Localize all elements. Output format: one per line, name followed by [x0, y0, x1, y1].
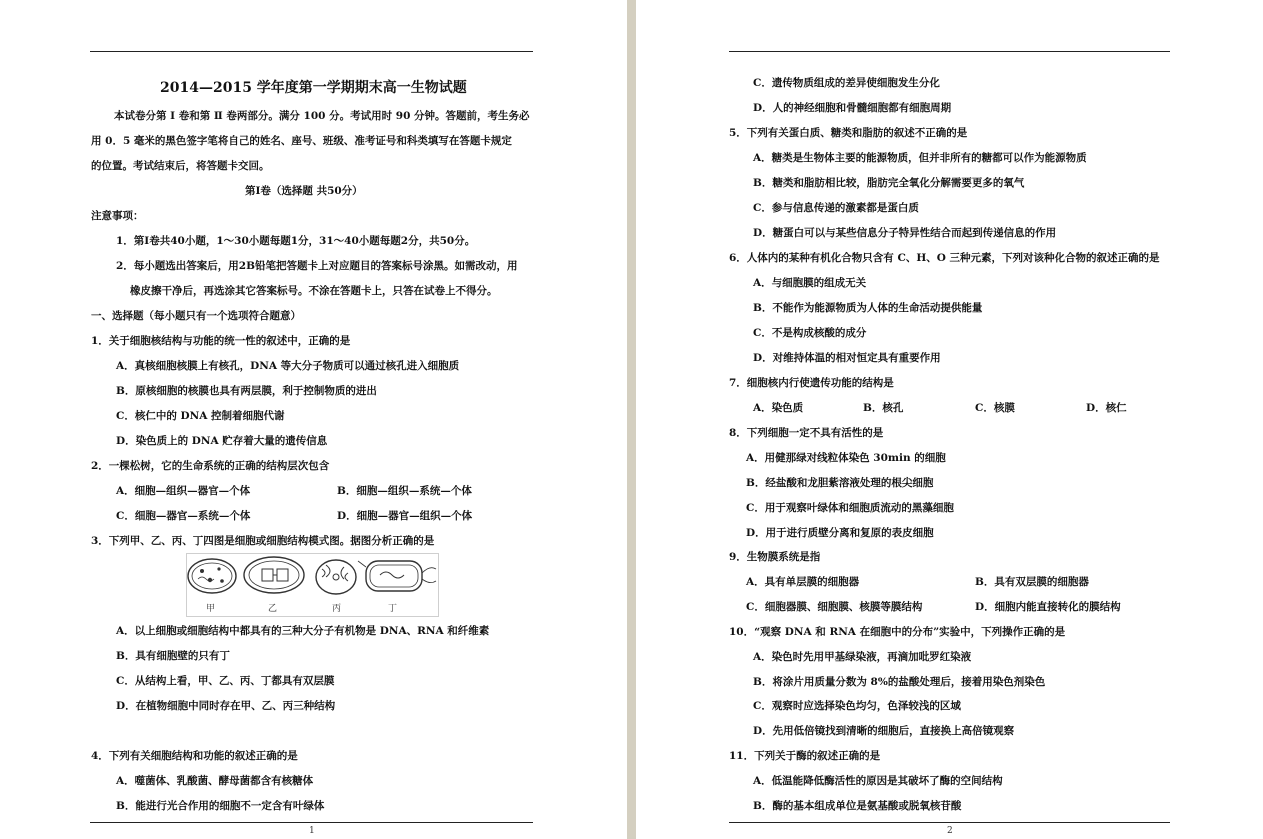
- q3-option-b: B．具有细胞壁的只有丁: [116, 650, 230, 662]
- note-2-line-2: 橡皮擦干净后，再选涂其它答案标号。不涂在答题卡上，只答在试卷上不得分。: [130, 285, 498, 297]
- cell-structure-figure: [186, 553, 439, 617]
- q10-option-d: D．先用低倍镜找到清晰的细胞后，直接换上高倍镜观察: [753, 725, 1015, 737]
- q4-option-c: C．遗传物质组成的差异使细胞发生分化: [753, 77, 940, 89]
- q10-option-a: A．染色时先用甲基绿染液，再滴加吡罗红染液: [753, 651, 972, 663]
- q6-stem: 6．人体内的某种有机化合物只含有 C、H、O 三种元素，下列对该种化合物的叙述正确的是: [729, 252, 1160, 264]
- q8-option-c: C．用于观察叶绿体和细胞质流动的黑藻细胞: [746, 502, 954, 514]
- q1-option-a: A．真核细胞核膜上有核孔，DNA 等大分子物质可以通过核孔进入细胞质: [116, 360, 460, 372]
- q2-stem: 2．一棵松树，它的生命系统的正确的结构层次包含: [91, 460, 330, 472]
- q5-option-b: B．糖类和脂肪相比较，脂肪完全氧化分解需要更多的氧气: [753, 177, 1025, 189]
- q4-option-d: D．人的神经细胞和骨髓细胞都有细胞周期: [753, 102, 952, 114]
- page-number: 1: [309, 826, 315, 836]
- notes-heading: 注意事项：: [91, 210, 144, 222]
- exam-page-2: [636, 0, 1263, 839]
- exam-title: 2014—2015 学年度第一学期期末高一生物试题: [160, 80, 467, 96]
- q11-option-a: A．低温能降低酶活性的原因是其破坏了酶的空间结构: [753, 775, 1003, 787]
- q8-option-d: D．用于进行质壁分离和复原的表皮细胞: [746, 527, 934, 539]
- q11-stem: 11．下列关于酶的叙述正确的是: [729, 750, 881, 762]
- figure-label-jia: 甲: [206, 604, 216, 614]
- q2-option-c: C．细胞—器官—系统—个体: [116, 510, 251, 522]
- q3-stem: 3．下列甲、乙、丙、丁四图是细胞或细胞结构模式图。据图分析正确的是: [91, 535, 435, 547]
- q5-option-c: C．参与信息传递的激素都是蛋白质: [753, 202, 919, 214]
- q7-option-d: D．核仁: [1086, 402, 1127, 414]
- q8-stem: 8．下列细胞一定不具有活性的是: [729, 427, 884, 439]
- figure-label-ding: 丁: [388, 604, 398, 614]
- q10-option-b: B．将涂片用质量分数为 8%的盐酸处理后，接着用染色剂染色: [753, 676, 1046, 688]
- q10-option-c: C．观察时应选择染色均匀，色泽较浅的区域: [753, 700, 961, 712]
- figure-label-yi: 乙: [268, 604, 278, 614]
- q1-option-d: D．染色质上的 DNA 贮存着大量的遗传信息: [116, 435, 328, 447]
- note-2-line-1: 2．每小题选出答案后，用2B铅笔把答题卡上对应题目的答案标号涂黑。如需改动，用: [116, 260, 518, 272]
- part-heading: 一、选择题（每小题只有一个选项符合题意）: [91, 310, 301, 322]
- q9-option-c: C．细胞器膜、细胞膜、核膜等膜结构: [746, 601, 923, 613]
- page-number: 2: [947, 826, 953, 836]
- q9-option-d: D．细胞内能直接转化的膜结构: [975, 601, 1121, 613]
- q7-option-c: C．核膜: [975, 402, 1015, 414]
- q9-stem: 9．生物膜系统是指: [729, 551, 821, 563]
- intro-line-2: 用 0．5 毫米的黑色签字笔将自己的姓名、座号、班级、准考证号和科类填写在答题卡规定: [91, 135, 512, 147]
- header-rule: [90, 51, 533, 52]
- q5-option-a: A．糖类是生物体主要的能源物质，但并非所有的糖都可以作为能源物质: [753, 152, 1087, 164]
- q6-option-a: A．与细胞膜的组成无关: [753, 277, 867, 289]
- q6-option-b: B．不能作为能源物质为人体的生命活动提供能量: [753, 302, 983, 314]
- q1-option-b: B．原核细胞的核膜也具有两层膜，利于控制物质的进出: [116, 385, 377, 397]
- q7-option-a: A．染色质: [753, 402, 804, 414]
- q2-option-a: A．细胞—组织—器官—个体: [116, 485, 251, 497]
- q9-option-b: B．具有双层膜的细胞器: [975, 576, 1089, 588]
- q5-stem: 5．下列有关蛋白质、糖类和脂肪的叙述不正确的是: [729, 127, 968, 139]
- q4-option-b: B．能进行光合作用的细胞不一定含有叶绿体: [116, 800, 325, 812]
- q3-option-a: A．以上细胞或细胞结构中都具有的三种大分子有机物是 DNA、RNA 和纤维素: [116, 625, 490, 637]
- header-rule: [729, 51, 1170, 52]
- q9-option-a: A．具有单层膜的细胞器: [746, 576, 860, 588]
- q1-option-c: C．核仁中的 DNA 控制着细胞代谢: [116, 410, 285, 422]
- q1-stem: 1．关于细胞核结构与功能的统一性的叙述中，正确的是: [91, 335, 351, 347]
- intro-line-3: 的位置。考试结束后，将答题卡交回。: [91, 160, 270, 172]
- q8-option-b: B．经盐酸和龙胆紫溶液处理的根尖细胞: [746, 477, 934, 489]
- q6-option-c: C．不是构成核酸的成分: [753, 327, 867, 339]
- q7-option-b: B．核孔: [863, 402, 904, 414]
- intro-line-1: 本试卷分第 Ⅰ 卷和第 Ⅱ 卷两部分。满分 100 分。考试用时 90 分钟。答题前，考生务必: [114, 110, 530, 122]
- q5-option-d: D．糖蛋白可以与某些信息分子特异性结合而起到传递信息的作用: [753, 227, 1057, 239]
- q6-option-d: D．对维持体温的相对恒定具有重要作用: [753, 352, 941, 364]
- q2-option-d: D．细胞—器官—组织—个体: [337, 510, 473, 522]
- q3-option-d: D．在植物细胞中同时存在甲、乙、丙三种结构: [116, 700, 336, 712]
- footer-rule: [90, 822, 533, 823]
- q11-option-b: B．酶的基本组成单位是氨基酸或脱氧核苷酸: [753, 800, 962, 812]
- q3-option-c: C．从结构上看，甲、乙、丙、丁都具有双层膜: [116, 675, 335, 687]
- q10-stem: 10．“观察 DNA 和 RNA 在细胞中的分布”实验中，下列操作正确的是: [729, 626, 1066, 638]
- q8-option-a: A．用健那绿对线粒体染色 30min 的细胞: [746, 452, 946, 464]
- q2-option-b: B．细胞—组织—系统—个体: [337, 485, 472, 497]
- q4-option-a: A．噬菌体、乳酸菌、酵母菌都含有核糖体: [116, 775, 314, 787]
- section-heading: 第Ⅰ卷（选择题 共50分）: [245, 185, 363, 197]
- footer-rule: [729, 822, 1170, 823]
- q7-stem: 7．细胞核内行使遗传功能的结构是: [729, 377, 894, 389]
- exam-page-1: [0, 0, 627, 839]
- q4-stem: 4．下列有关细胞结构和功能的叙述正确的是: [91, 750, 298, 762]
- note-1: 1．第Ⅰ卷共40小题，1～30小题每题1分，31～40小题每题2分，共50分。: [116, 235, 476, 247]
- figure-label-bing: 丙: [332, 604, 342, 614]
